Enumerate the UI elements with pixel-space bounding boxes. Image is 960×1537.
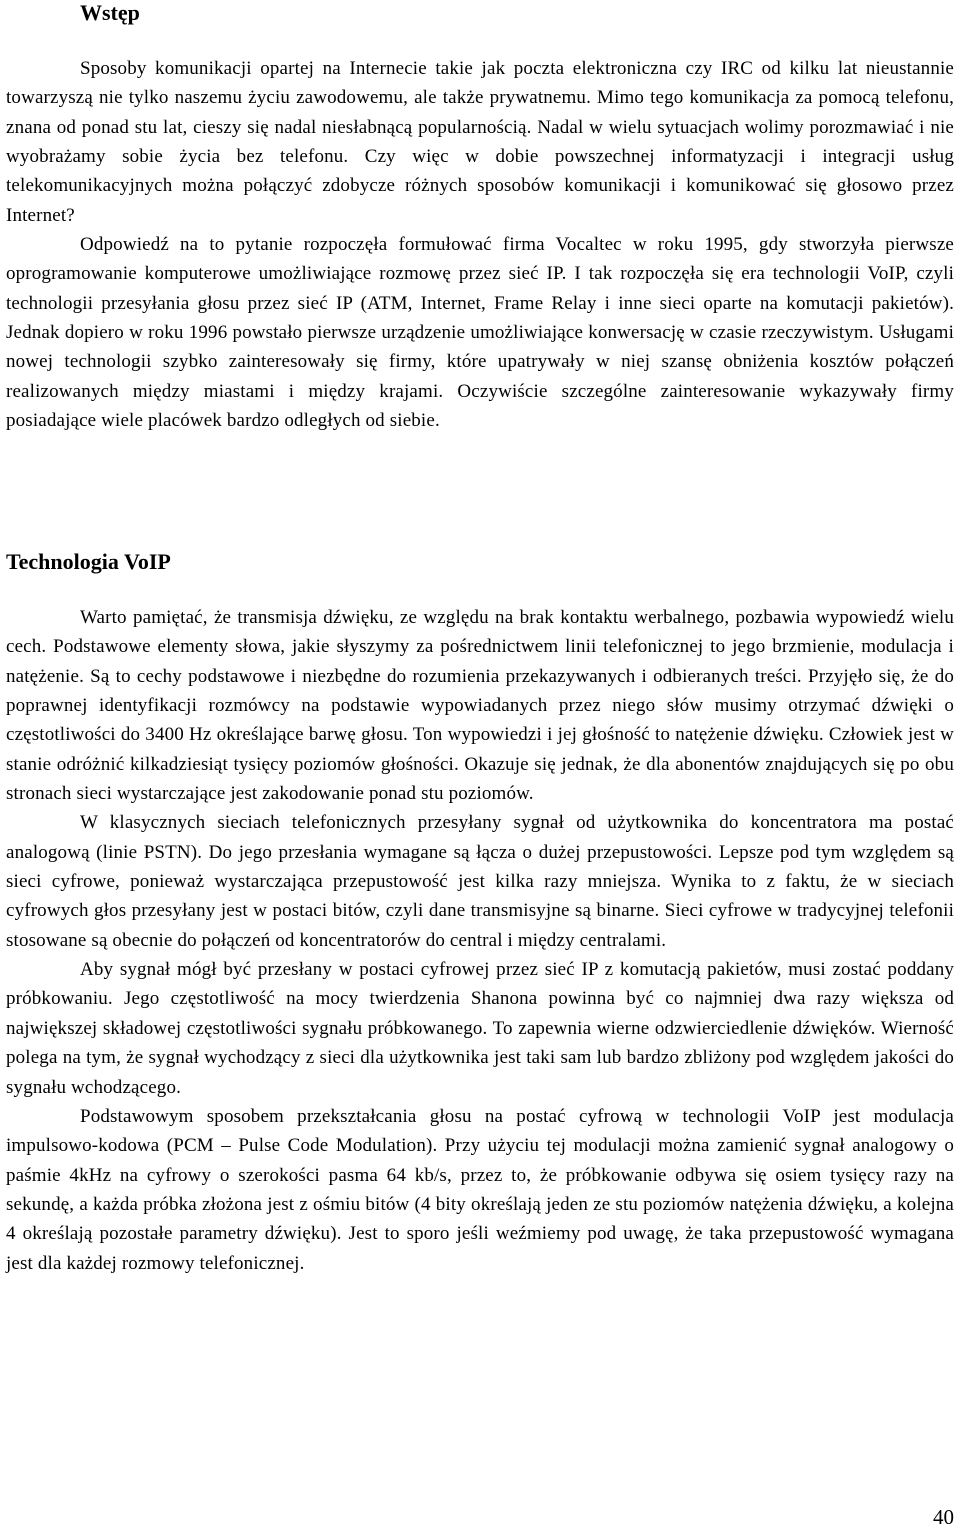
section-wstep-body xyxy=(6,54,954,435)
page-number: 40 xyxy=(933,1505,954,1529)
paragraph: Warto pamiętać, że transmisja dźwięku, ze względu na brak kontaktu werbalnego, pozbawia wypowiedź wielu cech. Podstawowe elementy słowa, jakie słyszymy za pośrednictwem linii telefonicznej to jego brzmienie, modulacja i natężenie. Są to cechy podstawowe i niezbędne do rozumienia przekazywanych i odbieranych treści. Przyjęło się, że do poprawnej identyfikacji rozmówcy na podstawie wypowiadanych przez niego słów musimy otrzymać dźwięki o częstotliwości do 3400 Hz określające barwę głosu. Ton wypowiedzi i jej głośność to natężenie dźwięku. Człowiek jest w stanie odróżnić kilkadziesiąt tysięcy poziomów głośności. Okazuje się jednak, że dla abonentów znajdujących się po obu stronach sieci wystarczające jest zakodowanie ponad stu poziomów. xyxy=(6,607,954,805)
section-heading-technologia-voip: Technologia VoIP xyxy=(6,549,171,574)
section-heading-wstep: Wstęp xyxy=(80,0,140,25)
section-technologia-voip-body xyxy=(6,603,954,1278)
paragraph: Aby sygnał mógł być przesłany w postaci cyfrowej przez sieć IP z komutacją pakietów, musi zostać poddany próbkowaniu. Jego częstotliwość na mocy twierdzenia Shanona powinna być co najmniej dwa razy większa od największej składowej częstotliwości sygnału próbkowanego. To zapewnia wierne odzwierciedlenie dźwięków. Wierność polega na tym, że sygnał wychodzący z sieci dla użytkownika jest taki sam lub bardzo zbliżony pod względem jakości do sygnału wchodzącego. xyxy=(6,959,954,1098)
paragraph: Odpowiedź na to pytanie rozpoczęła formułować firma Vocaltec w roku 1995, gdy stworzyła pierwsze oprogramowanie komputerowe umożliwiające rozmowę przez sieć IP. I tak rozpoczęła się era technologii VoIP, czyli technologii przesyłania głosu przez sieć IP (ATM, Internet, Frame Relay i inne sieci oparte na komutacji pakietów). Jednak dopiero w roku 1996 powstało pierwsze urządzenie umożliwiające konwersację w czasie rzeczywistym. Usługami nowej technologii szybko zainteresowały się firmy, które upatrywały w niej szansę obniżenia kosztów połączeń realizowanych między miastami i między krajami. Oczywiście szczególne zainteresowanie wykazywały firmy posiadające wiele placówek bardzo odległych od siebie. xyxy=(6,234,954,432)
paragraph: Sposoby komunikacji opartej na Internecie takie jak poczta elektroniczna czy IRC od kilku lat nieustannie towarzyszą nie tylko naszemu życiu zawodowemu, ale także prywatnemu. Mimo tego komunikacja za pomocą telefonu, znana od ponad stu lat, cieszy się nadal niesłabnącą popularnością. Nadal w wielu sytuacjach wolimy porozmawiać i nie wyobrażamy sobie życia bez telefonu. Czy więc w dobie powszechnej informatyzacji i integracji usług telekomunikacyjnych można połączyć zdobycze różnych sposobów komunikacji i komunikować się głosowo przez Internet? xyxy=(6,58,954,226)
paragraph: Podstawowym sposobem przekształcania głosu na postać cyfrową w technologii VoIP jest modulacja impulsowo-kodowa (PCM – Pulse Code Modulation). Przy użyciu tej modulacji można zamienić sygnał analogowy o paśmie 4kHz na cyfrowy o szerokości pasma 64 kb/s, przez to, że próbkowanie odbywa się osiem tysięcy razy na sekundę, a każda próbka złożona jest z ośmiu bitów (4 bity określają jeden ze stu poziomów natężenia dźwięku, a kolejna 4 określają pozostałe parametry dźwięku). Jest to sporo jeśli weźmiemy pod uwagę, że taka przepustowość wymagana jest dla każdej rozmowy telefonicznej. xyxy=(6,1105,954,1274)
paragraph: W klasycznych sieciach telefonicznych przesyłany sygnał od użytkownika do koncentratora ma postać analogową (linie PSTN). Do jego przesłania wymagane są łącza o dużej przepustowości. Lepsze pod tym względem są sieci cyfrowe, ponieważ wystarczająca przepustowość jest kilka razy mniejsza. Wynika to z faktu, że w sieciach cyfrowych głos przesyłany jest w postaci bitów, czyli dane transmisyjne są binarne. Sieci cyfrowe w tradycyjnej telefonii stosowane są obecnie do połączeń od koncentratorów do central i między centralami. xyxy=(6,812,954,951)
